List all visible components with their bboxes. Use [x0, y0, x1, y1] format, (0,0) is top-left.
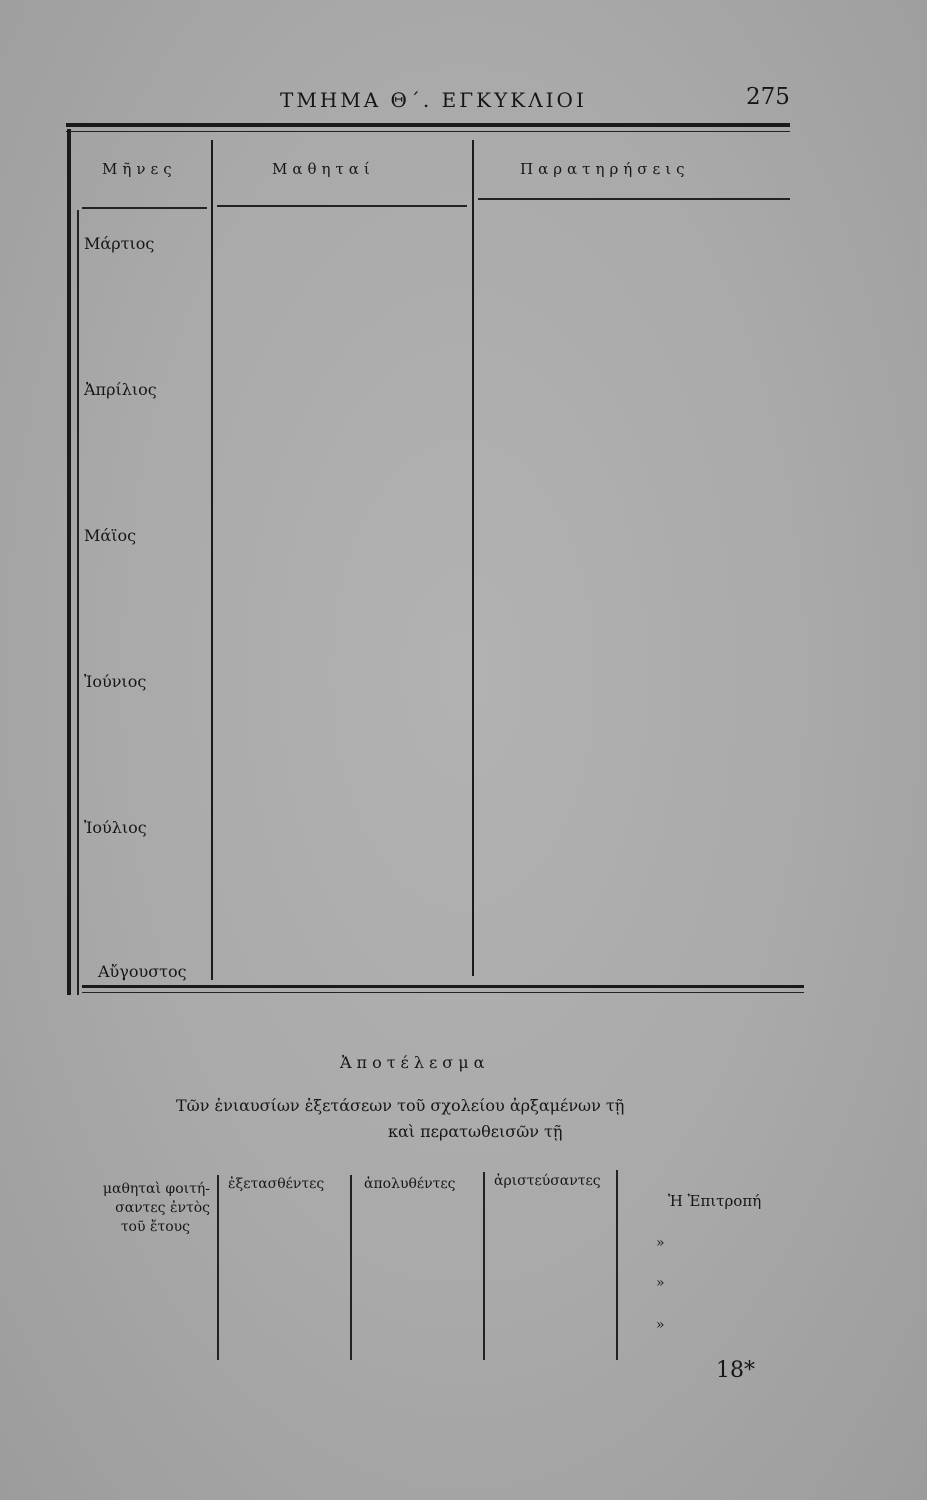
- column-header-months: Μῆνες: [102, 160, 177, 178]
- table-bottom-rule-thin: [82, 992, 804, 993]
- result-description-line-2: καὶ περατωθεισῶν τῇ: [388, 1122, 563, 1141]
- page-number: 275: [746, 84, 790, 110]
- header-underline-2: [217, 205, 467, 207]
- table-left-border: [67, 129, 71, 995]
- result-column-examined: ἐξετασθέντες: [228, 1176, 325, 1192]
- signature-mark: 18*: [716, 1358, 755, 1383]
- ditto-mark: »: [656, 1317, 665, 1333]
- result-column-attending: [80, 1180, 210, 1237]
- result-column-attending-line: σαντες ἐντὸς: [115, 1200, 210, 1216]
- result-description-line-1: Τῶν ἐνιαυσίων ἐξετάσεων τοῦ σχολείου ἀρξαμένων τῇ: [176, 1096, 625, 1115]
- column-divider-2: [472, 140, 474, 976]
- month-row-label: Ἀπρίλιος: [84, 380, 157, 399]
- month-row-label: Αὔγουστος: [98, 962, 187, 981]
- column-header-remarks: Παρατηρήσεις: [520, 160, 690, 178]
- month-row-label: Μάρτιος: [84, 234, 155, 253]
- ditto-mark: »: [656, 1235, 665, 1251]
- month-row-label: Ἰούνιος: [84, 672, 147, 691]
- result-column-divider: [217, 1175, 219, 1360]
- column-divider-1: [211, 140, 213, 980]
- ditto-mark: »: [656, 1275, 665, 1291]
- table-left-border-inner: [77, 210, 79, 995]
- result-column-divider: [483, 1172, 485, 1360]
- result-column-divider: [616, 1170, 618, 1360]
- header-underline-3: [478, 198, 790, 200]
- result-column-attending-line: τοῦ ἔτους: [120, 1219, 190, 1235]
- result-column-graduated: ἀπολυθέντες: [364, 1176, 456, 1192]
- committee-label: Ἡ Ἐπιτροπή: [668, 1192, 762, 1210]
- table-top-rule-thin: [66, 131, 790, 132]
- column-header-students: Μαθηταί: [272, 160, 375, 178]
- month-row-label: Μάϊος: [84, 526, 137, 545]
- running-header-title: ΤΜΗΜΑ Θ΄. ΕΓΚΥΚΛΙΟΙ: [280, 88, 587, 112]
- result-column-divider: [350, 1175, 352, 1360]
- table-top-rule: [66, 123, 790, 127]
- header-underline-1: [82, 207, 207, 209]
- result-column-excelled: ἀριστεύσαντες: [494, 1173, 601, 1189]
- month-row-label: Ἰούλιος: [84, 818, 147, 837]
- result-title: Ἀποτέλεσμα: [340, 1053, 490, 1072]
- result-column-attending-line: μαθηταὶ φοιτή-: [102, 1181, 210, 1197]
- table-bottom-rule: [82, 985, 804, 988]
